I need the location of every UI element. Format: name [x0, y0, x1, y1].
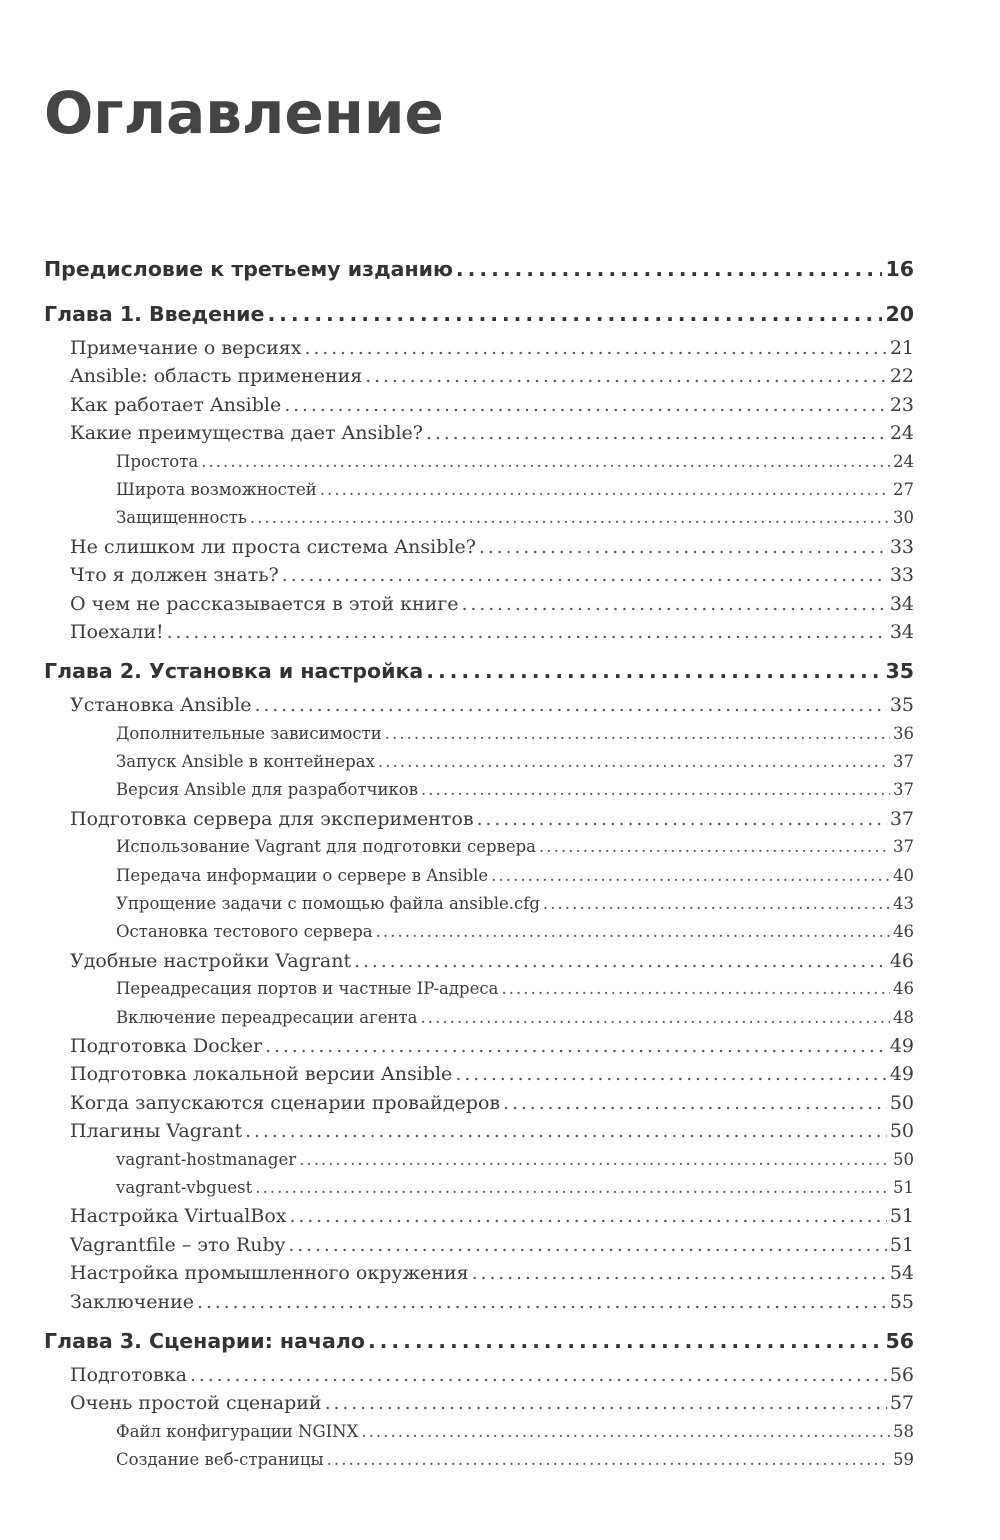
toc-entry-title: Поехали! — [70, 620, 164, 643]
dot-leader — [462, 590, 887, 618]
toc-entry-page-number: 49 — [889, 1034, 914, 1057]
toc-section-entry[interactable] — [44, 391, 914, 419]
toc-subsection-entry[interactable] — [44, 1174, 914, 1202]
dot-leader — [255, 691, 887, 719]
toc-entry-title: Какие преимущества дает Ansible? — [70, 422, 423, 445]
toc-entry-page-number: 34 — [889, 592, 914, 615]
toc-section-entry[interactable] — [44, 1361, 914, 1389]
toc-entry-page-number: 27 — [893, 479, 914, 499]
toc-entry-page-number: 50 — [889, 1120, 914, 1143]
toc-section-entry[interactable] — [44, 1259, 914, 1287]
toc-subsection-entry[interactable] — [44, 890, 914, 918]
toc-entry-page-number: 48 — [893, 1007, 914, 1027]
toc-subsection-entry[interactable] — [44, 975, 914, 1003]
dot-leader — [190, 1361, 887, 1389]
toc-entry-page-number: 37 — [893, 752, 914, 772]
dot-leader — [376, 918, 890, 946]
dot-leader — [320, 476, 890, 504]
toc-entry-title: Защищенность — [116, 508, 247, 528]
toc-section-entry[interactable] — [44, 561, 914, 589]
dot-leader — [305, 334, 887, 362]
dot-leader — [255, 1174, 890, 1202]
toc-entry-page-number: 49 — [889, 1063, 914, 1086]
toc-entry-title: Примечание о версиях — [70, 337, 302, 359]
toc-subsection-entry[interactable] — [44, 448, 914, 476]
dot-leader — [501, 975, 890, 1003]
toc-entry-title: Простота — [116, 451, 199, 471]
toc-subsection-entry[interactable] — [44, 918, 914, 946]
dot-leader — [325, 1389, 887, 1417]
dot-leader — [245, 1117, 887, 1145]
toc-subsection-entry[interactable] — [44, 1446, 914, 1474]
dot-leader — [250, 504, 890, 532]
toc-entry-page-number: 24 — [893, 451, 914, 471]
toc-entry-title: Подготовка — [70, 1363, 187, 1386]
dot-leader — [421, 776, 890, 804]
toc-subsection-entry[interactable] — [44, 748, 914, 776]
toc-entry-title: Включение переадресации агента — [116, 1007, 418, 1027]
toc-entry-page-number: 57 — [889, 1392, 914, 1415]
toc-entry-title: Ansible: область применения — [70, 365, 363, 388]
toc-entry-page-number: 37 — [893, 837, 914, 857]
dot-leader — [167, 618, 887, 646]
toc-entry-page-number: 51 — [889, 1205, 914, 1228]
toc-entry-title: Что я должен знать? — [70, 564, 279, 587]
toc-subsection-entry[interactable] — [44, 1146, 914, 1174]
toc-entry-title: Подготовка локальной версии Ansible — [70, 1063, 453, 1086]
toc-section-entry[interactable] — [44, 533, 914, 561]
toc-entry-page-number: 20 — [885, 302, 914, 326]
toc-entry-page-number: 33 — [889, 564, 914, 587]
dot-leader — [385, 720, 890, 748]
toc-entry-title: Глава 1. Введение — [44, 302, 265, 326]
toc-entry-title: Предисловие к третьему изданию — [44, 257, 453, 281]
dot-leader — [421, 1004, 890, 1032]
toc-entry-title: Дополнительные зависимости — [116, 723, 382, 743]
toc-subsection-entry[interactable] — [44, 862, 914, 890]
dot-leader — [479, 533, 887, 561]
toc-entry-title: Создание веб-страницы — [116, 1450, 324, 1470]
toc-section-entry[interactable] — [44, 691, 914, 719]
toc-entry-page-number: 56 — [889, 1363, 914, 1386]
toc-entry-title: vagrant-hostmanager — [116, 1149, 297, 1169]
toc-entry-page-number: 43 — [893, 894, 914, 914]
dot-leader — [368, 1321, 883, 1361]
toc-entry-page-number: 59 — [893, 1450, 914, 1470]
toc-entry-title: Подготовка сервера для экспериментов — [70, 807, 474, 830]
toc-entry-title: Файл конфигурации NGINX — [116, 1421, 359, 1441]
dot-leader — [354, 947, 887, 975]
dot-leader — [472, 1259, 887, 1287]
toc-entry-page-number: 35 — [889, 694, 914, 717]
toc-entry-title: Глава 3. Сценарии: начало — [44, 1328, 365, 1353]
toc-entry-title: Версия Ansible для разработчиков — [116, 780, 419, 800]
toc-section-entry[interactable] — [44, 1288, 914, 1316]
toc-entry-page-number: 51 — [893, 1177, 914, 1197]
chapter-spacer — [44, 646, 914, 650]
toc-subsection-entry[interactable] — [44, 1418, 914, 1446]
toc-entry-page-number: 37 — [893, 780, 914, 800]
dot-leader — [265, 1032, 887, 1060]
toc-entry-title: Подготовка Docker — [70, 1034, 263, 1057]
toc-entry-page-number: 22 — [889, 365, 914, 388]
toc-entry-page-number: 16 — [885, 257, 914, 281]
toc-entry-title: Настройка промышленного окружения — [70, 1262, 469, 1285]
toc-entry-page-number: 46 — [893, 979, 914, 999]
toc-subsection-entry[interactable] — [44, 504, 914, 532]
toc-entry-page-number: 55 — [889, 1290, 914, 1313]
chapter-spacer — [44, 289, 914, 293]
page-title: Оглавление — [44, 79, 444, 147]
toc-section-entry[interactable] — [44, 947, 914, 975]
dot-leader — [378, 748, 890, 776]
toc-section-entry[interactable] — [44, 1117, 914, 1145]
toc-entry-title: Vagrantfile – это Ruby — [70, 1233, 286, 1256]
toc-section-entry[interactable] — [44, 1032, 914, 1060]
toc-entry-page-number: 50 — [889, 1091, 914, 1114]
toc-section-entry[interactable] — [44, 1231, 914, 1259]
toc-entry-title: Передача информации о сервере в Ansible — [116, 865, 489, 885]
dot-leader — [284, 391, 887, 419]
toc-entry-title: vagrant-vbguest — [116, 1177, 253, 1197]
toc-entry-title: Очень простой сценарий — [70, 1392, 322, 1415]
toc-entry-title: Когда запускаются сценарии провайдеров — [70, 1091, 501, 1114]
toc-entry-title: Остановка тестового сервера — [116, 922, 373, 942]
dot-leader — [290, 1202, 887, 1230]
dot-leader — [197, 1288, 887, 1316]
toc-section-entry[interactable] — [44, 1060, 914, 1088]
toc-entry-page-number: 40 — [893, 865, 914, 885]
toc-entry-page-number: 21 — [889, 337, 914, 359]
toc-section-entry[interactable] — [44, 1389, 914, 1417]
toc-entry-page-number: 30 — [893, 508, 914, 528]
toc-section-entry[interactable] — [44, 618, 914, 646]
dot-leader — [539, 833, 890, 861]
toc-chapter-entry[interactable] — [44, 294, 914, 334]
table-of-contents — [44, 248, 914, 1474]
toc-subsection-entry[interactable] — [44, 833, 914, 861]
dot-leader — [282, 561, 887, 589]
dot-leader — [477, 805, 887, 833]
toc-entry-page-number: 58 — [893, 1421, 914, 1441]
toc-entry-title: Запуск Ansible в контейнерах — [116, 752, 375, 772]
toc-entry-page-number: 34 — [889, 620, 914, 643]
toc-entry-title: Переадресация портов и частные IP-адреса — [116, 979, 499, 999]
toc-section-entry[interactable] — [44, 1089, 914, 1117]
toc-entry-title: Широта возможностей — [116, 479, 317, 499]
toc-entry-page-number: 23 — [889, 393, 914, 416]
dot-leader — [288, 1231, 886, 1259]
toc-entry-title: Плагины Vagrant — [70, 1120, 243, 1143]
dot-leader — [361, 1418, 890, 1446]
toc-chapter-entry[interactable] — [44, 249, 914, 289]
toc-section-entry[interactable] — [44, 334, 914, 362]
toc-chapter-entry[interactable] — [44, 1321, 914, 1361]
toc-entry-title: Глава 2. Установка и настройка — [44, 659, 424, 684]
dot-leader — [426, 651, 882, 691]
toc-entry-page-number: 46 — [889, 949, 914, 972]
toc-entry-title: О чем не рассказывается в этой книге — [70, 592, 459, 615]
chapter-spacer — [44, 1316, 914, 1320]
dot-leader — [456, 249, 883, 289]
toc-entry-page-number: 50 — [893, 1149, 914, 1169]
dot-leader — [455, 1060, 887, 1088]
toc-entry-page-number: 54 — [889, 1262, 914, 1285]
toc-entry-title: Упрощение задачи с помощью файла ansible.cfg — [116, 894, 540, 914]
toc-chapter-entry[interactable] — [44, 651, 914, 691]
toc-entry-title: Удобные настройки Vagrant — [70, 949, 352, 972]
dot-leader — [365, 362, 887, 390]
dot-leader — [426, 419, 887, 447]
toc-entry-title: Как работает Ansible — [70, 393, 282, 416]
toc-subsection-entry[interactable] — [44, 776, 914, 804]
toc-entry-title: Заключение — [70, 1290, 195, 1313]
toc-subsection-entry[interactable] — [44, 476, 914, 504]
dot-leader — [543, 890, 890, 918]
toc-subsection-entry[interactable] — [44, 720, 914, 748]
toc-entry-page-number: 56 — [885, 1328, 914, 1353]
toc-entry-page-number: 46 — [893, 922, 914, 942]
toc-section-entry[interactable] — [44, 1202, 914, 1230]
toc-entry-title: Использование Vagrant для подготовки сервера — [116, 837, 537, 857]
dot-leader — [299, 1146, 890, 1174]
toc-section-entry[interactable] — [44, 419, 914, 447]
dot-leader — [491, 862, 890, 890]
dot-leader — [201, 448, 890, 476]
toc-entry-title: Настройка VirtualBox — [70, 1205, 287, 1228]
toc-entry-page-number: 24 — [889, 422, 914, 445]
toc-entry-page-number: 36 — [893, 723, 914, 743]
dot-leader — [503, 1089, 887, 1117]
toc-section-entry[interactable] — [44, 590, 914, 618]
dot-leader — [267, 294, 882, 334]
dot-leader — [327, 1446, 890, 1474]
toc-subsection-entry[interactable] — [44, 1004, 914, 1032]
toc-entry-title: Установка Ansible — [70, 694, 252, 717]
toc-entry-page-number: 37 — [889, 807, 914, 830]
toc-entry-page-number: 51 — [889, 1233, 914, 1256]
toc-section-entry[interactable] — [44, 805, 914, 833]
toc-section-entry[interactable] — [44, 362, 914, 390]
toc-entry-page-number: 35 — [885, 659, 914, 684]
toc-entry-page-number: 33 — [889, 535, 914, 558]
toc-entry-title: Не слишком ли проста система Ansible? — [70, 535, 476, 558]
